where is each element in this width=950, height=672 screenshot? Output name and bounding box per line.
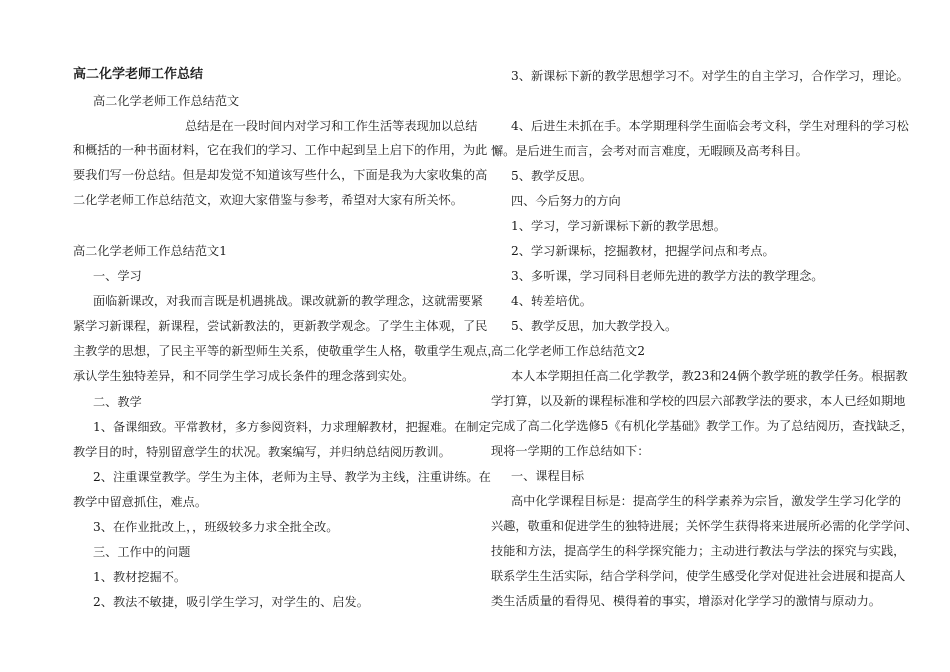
paragraph-line: 面临新课改，对我而言既是机遇挑战。课改就新的教学理念，这就需要紧 bbox=[93, 294, 483, 308]
paragraph-line: 学打算，以及新的课程标准和学校的四层六部教学法的要求，本人已经如期地 bbox=[491, 394, 906, 408]
paragraph-line: 高中化学课程目标是：提高学生的科学素养为宗旨，激发学生学习化学的 bbox=[511, 494, 901, 508]
paragraph-line: 5、教学反思，加大教学投入。 bbox=[511, 319, 678, 333]
section-heading: 高二化学老师工作总结范文2 bbox=[491, 344, 646, 358]
section-heading: 四、今后努力的方向 bbox=[511, 194, 621, 208]
paragraph-line: 4、转差培优。 bbox=[511, 294, 592, 308]
section-heading: 三、工作中的问题 bbox=[93, 545, 191, 559]
paragraph-line: 教学目的时，特别留意学生的状况。教案编写，并归纳总结阅历教训。 bbox=[73, 445, 451, 459]
paragraph-line: 现将一学期的工作总结如下： bbox=[491, 444, 650, 458]
paragraph-line: 3、在作业批改上，，班级较多力求全批全改。 bbox=[93, 520, 339, 534]
paragraph-line: 5、教学反思。 bbox=[511, 169, 592, 183]
section-heading: 二、教学 bbox=[93, 395, 142, 409]
paragraph-line: 3、新课标下新的教学思想学习不。对学生的自主学习，合作学习，理论。 bbox=[511, 69, 909, 83]
paragraph-line: 懈。是后进生而言，会考对而言难度，无暇顾及高考科目。 bbox=[491, 144, 808, 158]
paragraph-line: 紧学习新课程，新课程，尝试新教法的，更新教学观念。了学生主体观，了民 bbox=[73, 319, 488, 333]
paragraph-line: 2、学习新课标，挖掘教材，把握学问点和考点。 bbox=[511, 244, 775, 258]
doc-title: 高二化学老师工作总结 bbox=[73, 67, 204, 82]
paragraph-line: 联系学生生活实际，结合学科学问，使学生感受化学对促进社会进展和提高人 bbox=[491, 569, 906, 583]
paragraph-line: 1、学习，学习新课标下新的教学思想。 bbox=[511, 219, 726, 233]
paragraph-line: 类生活质量的看得见、模得着的事实，增添对化学学习的激情与原动力。 bbox=[491, 594, 881, 608]
paragraph-line: 2、教法不敏捷，吸引学生学习，对学生的、启发。 bbox=[93, 595, 369, 609]
paragraph-line: 1、备课细致。平常教材，多方参阅资料，力求理解教材，把握难。在制定 bbox=[93, 420, 491, 434]
paragraph-line: 二化学老师工作总结范文，欢迎大家借鉴与参考，希望对大家有所关怀。 bbox=[73, 193, 463, 207]
paragraph-line: 承认学生独特差异，和不同学生学习成长条件的理念落到实处。 bbox=[73, 369, 415, 383]
paragraph-line: 3、多听课，学习同科目老师先进的教学方法的教学理念。 bbox=[511, 269, 824, 283]
paragraph-line: 要我们写一份总结。但是却发觉不知道该写些什么，下面是我为大家收集的高 bbox=[73, 168, 488, 182]
paragraph-line: 本人本学期担任高二化学教学，教23和24俩个教学班的教学任务。根据教 bbox=[511, 369, 908, 383]
paragraph-line: 4、后进生未抓在手。本学期理科学生面临会考文科，学生对理科的学习松 bbox=[511, 119, 909, 133]
paragraph-line: 完成了高二化学选修5《有机化学基础》教学工作。为了总结阅历，查找缺乏， bbox=[491, 419, 914, 433]
paragraph-line: 1、教材挖掘不。 bbox=[93, 570, 187, 584]
paragraph-line: 2、注重课堂教学。学生为主体，老师为主导、教学为主线，注重讲练。在 bbox=[93, 470, 491, 484]
section-heading: 一、课程目标 bbox=[511, 469, 585, 483]
subtitle: 高二化学老师工作总结范文 bbox=[93, 94, 240, 108]
paragraph-line: 总结是在一段时间内对学习和工作生活等表现加以总结 bbox=[185, 119, 478, 133]
paragraph-line: 主教学的思想，了民主平等的新型师生关系，使敬重学生人格，敬重学生观点， bbox=[73, 344, 500, 358]
section-heading: 一、学习 bbox=[93, 269, 142, 283]
paragraph-line: 兴趣，敬重和促进学生的独特进展；关怀学生获得将来进展所必需的化学学问、 bbox=[491, 519, 918, 533]
paragraph-line: 和概括的一种书面材料，它在我们的学习、工作中起到呈上启下的作用，为此 bbox=[73, 143, 488, 157]
section-heading: 高二化学老师工作总结范文1 bbox=[73, 244, 228, 258]
paragraph-line: 教学中留意抓住，难点。 bbox=[73, 495, 208, 509]
paragraph-line: 技能和方法，提高学生的科学探究能力；主动进行教法与学法的探究与实践， bbox=[491, 544, 906, 558]
